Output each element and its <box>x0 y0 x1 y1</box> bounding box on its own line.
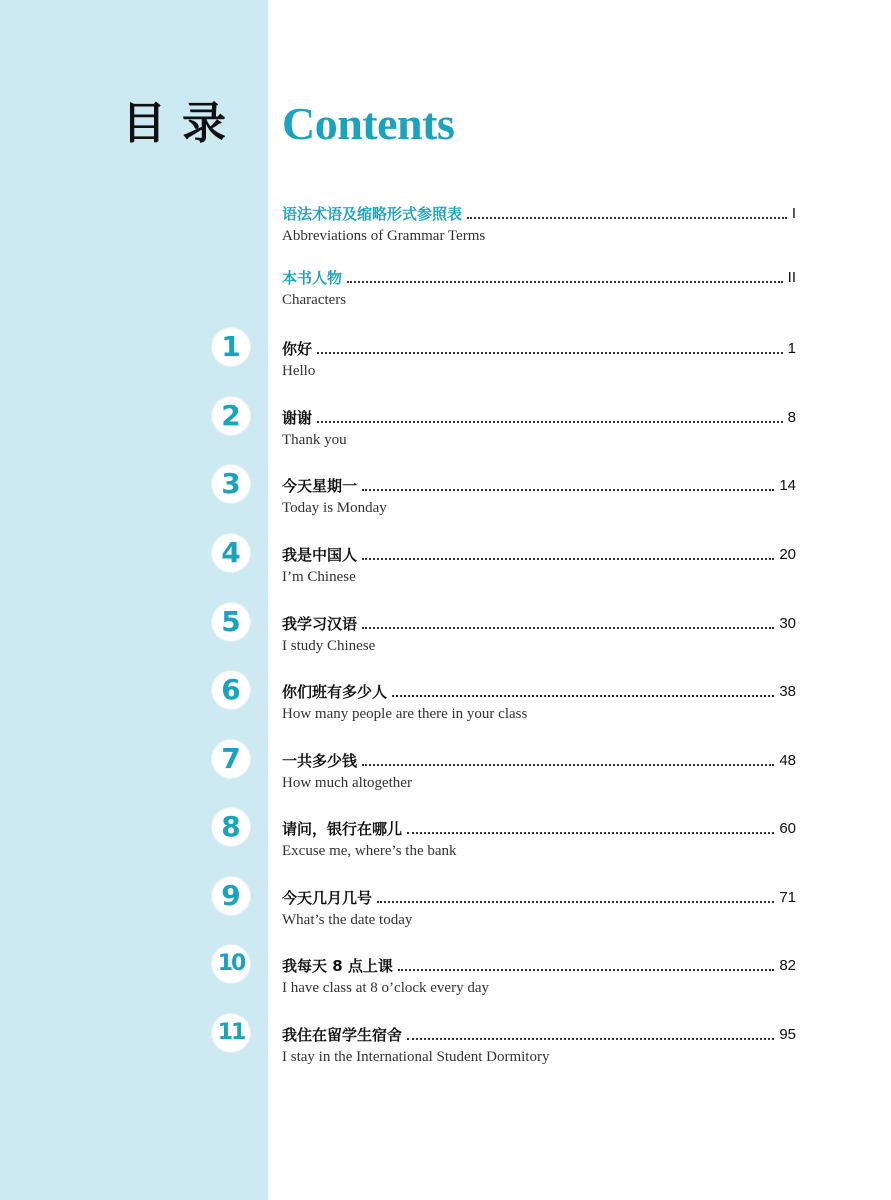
toc-entry-page: 30 <box>779 615 796 632</box>
lesson-number-badge: 4 <box>212 534 250 572</box>
toc-entry-lesson-3[interactable] <box>282 472 796 522</box>
toc-entry-title-en: I stay in the International Student Dormitory <box>282 1049 550 1065</box>
toc-entry-page: 95 <box>779 1026 796 1043</box>
toc-entry-page: 1 <box>787 340 796 357</box>
toc-entry-title-zh: 你们班有多少人 <box>282 683 388 701</box>
toc-entry-title-zh: 本书人物 <box>282 269 343 287</box>
toc-entry-title-zh: 语法术语及缩略形式参照表 <box>282 205 463 223</box>
toc-entry-lesson-11[interactable] <box>282 1021 796 1071</box>
toc-entry-lesson-8[interactable] <box>282 815 796 865</box>
toc-entry-lesson-7[interactable] <box>282 747 796 797</box>
toc-entry-page: 60 <box>779 820 796 837</box>
toc-entry-title-en: I study Chinese <box>282 638 376 654</box>
dot-leader <box>407 832 774 834</box>
toc-entry-page: II <box>787 269 796 286</box>
toc-entry-title-zh: 谢谢 <box>282 409 313 427</box>
toc-entry-title-en: I have class at 8 o’clock every day <box>282 980 489 996</box>
dot-leader <box>392 695 774 697</box>
lesson-number-badge: 5 <box>212 603 250 641</box>
toc-entry-title-en: How many people are there in your class <box>282 706 528 722</box>
toc-entry-lesson-9[interactable] <box>282 884 796 934</box>
toc-entry-page: 82 <box>779 957 796 974</box>
toc-entry-page: 20 <box>779 546 796 563</box>
lesson-number-badge: 7 <box>212 740 250 778</box>
toc-entry-title-en: Thank you <box>282 432 347 448</box>
toc-entry-title-zh: 我学习汉语 <box>282 615 358 633</box>
lesson-number-badge: 10 <box>212 945 250 983</box>
toc-entry-lesson-10[interactable] <box>282 952 796 1002</box>
dot-leader <box>362 627 774 629</box>
lesson-number-badge: 9 <box>212 877 250 915</box>
toc-entry-characters[interactable] <box>282 264 796 314</box>
toc-entry-title-zh: 今天几月几号 <box>282 889 373 907</box>
toc-entry-title-en: Characters <box>282 292 347 308</box>
toc-entry-title-en: Abbreviations of Grammar Terms <box>282 228 486 244</box>
dot-leader <box>362 489 774 491</box>
dot-leader <box>377 901 774 903</box>
lesson-number-badge: 3 <box>212 465 250 503</box>
toc-entry-title-en: Excuse me, where’s the bank <box>282 843 457 859</box>
dot-leader <box>362 558 774 560</box>
toc-entry-abbreviations[interactable] <box>282 200 796 250</box>
toc-entry-page: 71 <box>779 889 796 906</box>
toc-entry-page: I <box>791 205 796 222</box>
toc-entry-lesson-4[interactable] <box>282 541 796 591</box>
toc-entry-title-en: How much altogether <box>282 775 412 791</box>
toc-entry-page: 8 <box>787 409 796 426</box>
lesson-number-badge: 1 <box>212 328 250 366</box>
toc-entry-title-en: Hello <box>282 363 316 379</box>
dot-leader <box>407 1038 774 1040</box>
dot-leader <box>317 352 783 354</box>
dot-leader <box>317 421 783 423</box>
dot-leader <box>347 281 783 283</box>
toc-entry-lesson-2[interactable] <box>282 404 796 454</box>
toc-entry-lesson-5[interactable] <box>282 610 796 660</box>
page-title-chinese: 目录 <box>122 98 242 149</box>
dot-leader <box>362 764 774 766</box>
toc-entry-title-en: What’s the date today <box>282 912 413 928</box>
toc-entry-title-en: Today is Monday <box>282 500 387 516</box>
dot-leader <box>467 217 787 219</box>
toc-entry-title-zh: 我住在留学生宿舍 <box>282 1026 403 1044</box>
lesson-number-badge: 11 <box>212 1014 250 1052</box>
toc-entry-title-zh: 今天星期一 <box>282 477 358 495</box>
toc-entry-title-zh: 请问，银行在哪儿 <box>282 820 403 838</box>
toc-entry-title-zh: 你好 <box>282 340 313 358</box>
toc-entry-title-zh: 一共多少钱 <box>282 752 358 770</box>
lesson-number-badge: 6 <box>212 671 250 709</box>
toc-entry-lesson-1[interactable] <box>282 335 796 385</box>
dot-leader <box>398 969 774 971</box>
toc-entry-title-zh: 我每天 8 点上课 <box>282 957 393 975</box>
toc-entry-page: 48 <box>779 752 796 769</box>
toc-entry-title-en: I’m Chinese <box>282 569 356 585</box>
toc-entry-page: 14 <box>779 477 796 494</box>
toc-entry-title-zh: 我是中国人 <box>282 546 358 564</box>
lesson-number-badge: 2 <box>212 397 250 435</box>
toc-entry-page: 38 <box>779 683 796 700</box>
toc-entry-lesson-6[interactable] <box>282 678 796 728</box>
lesson-number-badge: 8 <box>212 808 250 846</box>
page-title-english: Contents <box>282 98 455 149</box>
